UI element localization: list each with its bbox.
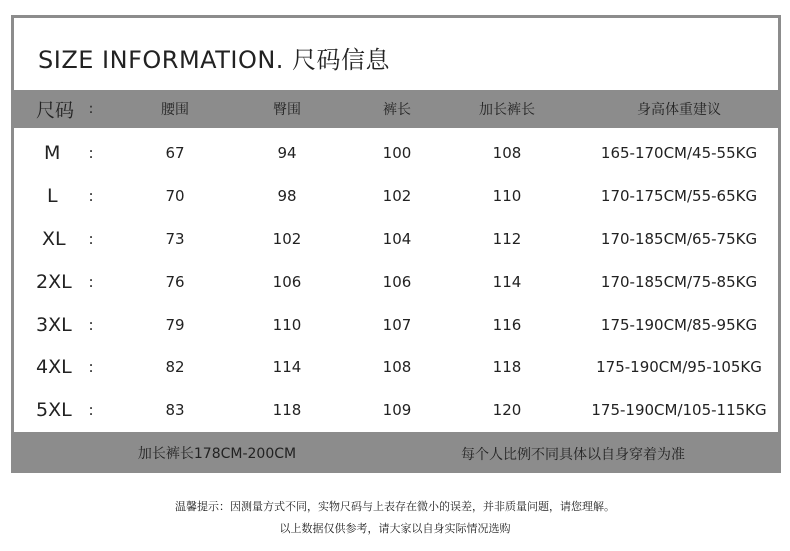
row-length: 108: [382, 358, 412, 376]
row-length: 106: [382, 273, 412, 291]
row-hip: 114: [272, 358, 302, 376]
row-length: 102: [382, 187, 412, 205]
row-long-length: 116: [492, 316, 522, 334]
row-size: M: [44, 142, 61, 164]
row-colon: :: [88, 230, 94, 248]
row-size: L: [47, 185, 58, 207]
row-size: 5XL: [36, 399, 72, 421]
row-advice: 175-190CM/105-115KG: [591, 401, 767, 419]
measurement-tip: 温馨提示：因测量方式不同，实物尺码与上表存在微小的误差，并非质量问题，请您理解。: [175, 500, 615, 513]
row-waist: 67: [165, 144, 185, 162]
page-title: SIZE INFORMATION. 尺码信息: [38, 46, 391, 74]
row-colon: :: [88, 144, 94, 162]
footer-fit-note: 每个人比例不同具体以自身穿着为准: [461, 447, 685, 463]
row-advice: 170-175CM/55-65KG: [600, 187, 758, 205]
footer-long-length-note: 加长裤长178CM-200CM: [137, 446, 297, 462]
row-waist: 79: [165, 316, 185, 334]
row-size: 3XL: [36, 314, 72, 336]
row-size: 2XL: [36, 271, 72, 293]
row-advice: 170-185CM/65-75KG: [600, 230, 758, 248]
header-length: 裤长: [383, 102, 411, 118]
header-hip: 臀围: [273, 102, 301, 118]
row-size: 4XL: [36, 356, 72, 378]
header-colon: :: [88, 101, 94, 117]
row-hip: 118: [272, 401, 302, 419]
row-long-length: 114: [492, 273, 522, 291]
row-size: XL: [42, 228, 66, 250]
row-advice: 165-170CM/45-55KG: [600, 144, 758, 162]
row-hip: 106: [272, 273, 302, 291]
row-colon: :: [88, 273, 94, 291]
row-hip: 94: [277, 144, 297, 162]
header-waist: 腰围: [161, 102, 189, 118]
row-length: 107: [382, 316, 412, 334]
row-long-length: 110: [492, 187, 522, 205]
row-advice: 170-185CM/75-85KG: [600, 273, 758, 291]
row-hip: 110: [272, 316, 302, 334]
row-waist: 82: [165, 358, 185, 376]
row-waist: 70: [165, 187, 185, 205]
row-colon: :: [88, 316, 94, 334]
row-hip: 102: [272, 230, 302, 248]
row-colon: :: [88, 187, 94, 205]
row-colon: :: [88, 401, 94, 419]
row-advice: 175-190CM/95-105KG: [596, 358, 762, 376]
row-length: 100: [382, 144, 412, 162]
row-advice: 175-190CM/85-95KG: [600, 316, 758, 334]
header-size-label: 尺码: [36, 99, 75, 122]
header-long-length: 加长裤长: [479, 102, 535, 118]
row-long-length: 120: [492, 401, 522, 419]
row-waist: 73: [165, 230, 185, 248]
row-length: 109: [382, 401, 412, 419]
row-hip: 98: [277, 187, 297, 205]
row-length: 104: [382, 230, 412, 248]
row-waist: 76: [165, 273, 185, 291]
reference-tip: 以上数据仅供参考，请大家以自身实际情况选购: [279, 522, 511, 535]
row-long-length: 118: [492, 358, 522, 376]
row-waist: 83: [165, 401, 185, 419]
row-long-length: 108: [492, 144, 522, 162]
row-colon: :: [88, 358, 94, 376]
header-advice: 身高体重建议: [637, 102, 721, 118]
row-long-length: 112: [492, 230, 522, 248]
